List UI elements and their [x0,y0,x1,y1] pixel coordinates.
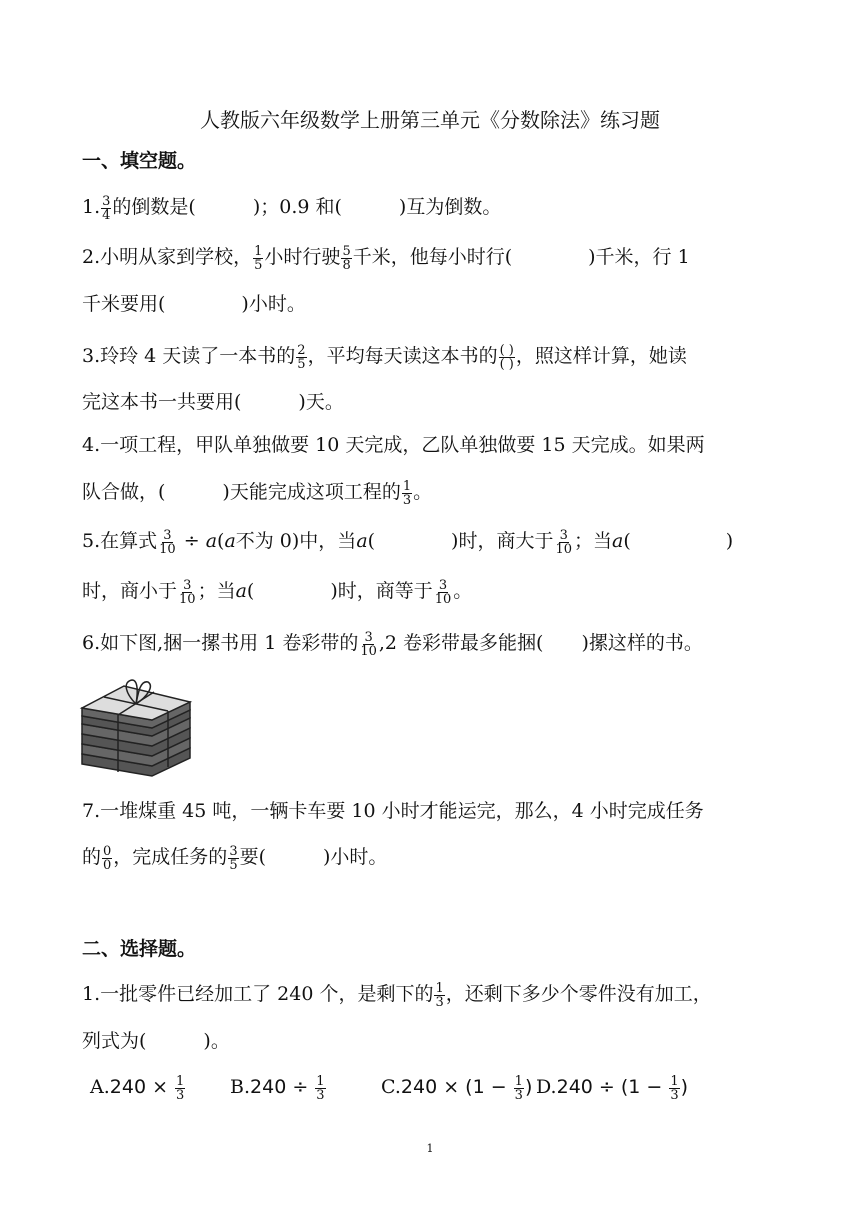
question-5 [82,527,782,556]
text-run: ；当 [197,580,236,602]
fraction-numerator: 2 [297,342,306,358]
text-run: ，平均每天读这本书的 [307,345,498,367]
fraction [175,1075,185,1102]
fraction-numerator: ( ) [499,342,514,358]
fraction-denominator: 10 [555,541,573,557]
fraction [253,245,263,272]
text-run: 的 [82,846,102,868]
fraction [514,1075,524,1102]
text-run: ，完成任务的 [113,846,228,868]
text-run: 要( )小时。 [239,846,388,868]
fraction [101,195,111,222]
fraction-numerator: 3 [438,577,448,593]
text-run: A. [90,1076,110,1098]
fraction-denominator: 5 [254,257,263,273]
text-run: 240 × (1 − [400,1076,513,1098]
fraction-denominator: 10 [179,591,196,607]
fraction-numerator: 3 [163,527,172,543]
fraction [434,982,444,1009]
book-stack-image [78,672,196,780]
fraction [341,245,351,272]
fraction-numerator: 1 [402,478,412,494]
option-c[interactable] [381,1073,532,1102]
question-6 [82,629,703,658]
section-heading-fill-blank: 一、填空题。 [82,150,197,172]
text-run: 。 [453,580,473,602]
option-a[interactable] [90,1073,186,1102]
text-run: 3.玲玲 4 天读了一本书的 [82,345,296,367]
text-run: ) [680,1076,689,1098]
fraction-numerator: 1 [316,1073,325,1089]
text-run: 队合做，( )天能完成这项工程的 [82,481,401,503]
fraction [315,1075,325,1102]
question-4: 4.一项工程，甲队单独做要 10 天完成，乙队单独做要 15 天完成。如果两 [82,434,705,456]
text-run: B. [230,1076,251,1098]
fraction-denominator: 3 [316,1087,325,1103]
fraction-denominator: 3 [176,1087,185,1103]
text-run: ( )时，商大于 [367,530,554,552]
text-run: a [356,530,368,552]
text-run: ÷ [177,530,206,552]
fraction-numerator: 1 [176,1073,185,1089]
fraction-denominator: 10 [360,643,377,659]
text-run: 5.在算式 [82,530,158,552]
fraction-numerator: 5 [342,243,351,259]
choice-question-1-cont: 列式为( )。 [82,1030,230,1052]
option-b[interactable] [230,1073,327,1102]
question-4-cont [82,478,432,507]
text-run: a [205,530,218,552]
fraction-denominator: 10 [434,591,452,607]
text-run: 240 × [109,1076,175,1098]
page-title: 人教版六年级数学上册第三单元《分数除法》练习题 [200,108,660,132]
fraction-denominator: 10 [159,541,176,557]
fraction-denominator: 4 [102,207,111,223]
fraction-numerator: 3 [102,193,111,209]
fraction-denominator: 3 [670,1087,679,1103]
text-run: 6.如下图,捆一摞书用 1 卷彩带的 [82,632,359,654]
text-run: 240 ÷ [250,1076,315,1098]
fraction [158,529,177,556]
question-7: 7.一堆煤重 45 吨，一辆卡车要 10 小时才能运完，那么，4 小时完成任务 [82,800,704,822]
fraction-numerator: 3 [559,527,568,543]
text-run: 1.一批零件已经加工了 240 个，是剩下的 [82,983,434,1005]
fraction-numerator: 3 [229,843,238,859]
fraction-numerator: 1 [514,1073,523,1089]
fraction-numerator: 1 [670,1073,679,1089]
text-run: ( ) [623,530,734,552]
fraction-denominator: 8 [342,257,351,273]
question-2 [82,243,690,272]
text-run: 1. [82,196,101,218]
fraction [669,1075,679,1102]
fraction [296,344,306,371]
question-5-cont [82,577,472,606]
fraction [102,845,112,872]
option-d[interactable] [536,1073,688,1102]
fraction [228,845,238,872]
fraction-denominator: ( ) [499,356,514,372]
question-3 [82,342,687,371]
text-run: C. [381,1076,401,1098]
text-run: 240 ÷ (1 − [556,1076,669,1098]
text-run: ；当 [574,530,613,552]
text-run: D. [536,1076,557,1098]
text-run: a [612,530,624,552]
text-run: ,2 卷彩带最多能捆( )摞这样的书。 [378,632,703,654]
fraction [554,529,573,556]
choice-question-1 [82,980,712,1009]
fraction-numerator: 1 [435,980,444,996]
text-run: 的倒数是( )；0.9 和( )互为倒数。 [112,196,502,218]
text-run: ，照这样计算，她读 [515,345,687,367]
page-number: 1 [426,1142,434,1155]
fraction-denominator: 5 [297,356,306,372]
fraction [178,579,197,606]
fraction [402,480,412,507]
question-7-cont [82,843,387,872]
text-run: a [224,530,236,552]
fraction-denominator: 3 [435,994,444,1010]
fraction-numerator: 3 [183,577,192,593]
text-run: ( [217,530,225,552]
fraction-numerator: 1 [254,243,263,259]
text-run: 时，商小于 [82,580,178,602]
text-run: ，还剩下多少个零件没有加工， [445,983,712,1005]
question-2-cont: 千米要用( )小时。 [82,293,306,315]
fraction-denominator: 3 [514,1087,523,1103]
fraction [499,344,515,371]
fraction-denominator: 5 [229,857,238,873]
question-1 [82,193,501,222]
fraction-denominator: 3 [402,492,412,508]
question-3-cont: 完这本书一共要用( )天。 [82,391,344,413]
fraction [434,579,453,606]
text-run: 2.小明从家到学校， [82,246,253,268]
fraction-denominator: 0 [103,857,112,873]
text-run: ( )时，商等于 [246,580,433,602]
text-run: 。 [413,481,433,503]
fraction-numerator: 3 [364,629,373,645]
text-run: 千米，他每小时行( )千米，行 1 [352,246,690,268]
fraction-numerator: 0 [103,843,112,859]
text-run: ) [524,1076,533,1098]
text-run: a [235,580,247,602]
text-run: 不为 0)中，当 [235,530,357,552]
section-heading-choice: 二、选择题。 [82,938,197,960]
text-run: 小时行驶 [264,246,341,268]
fraction [359,631,378,658]
